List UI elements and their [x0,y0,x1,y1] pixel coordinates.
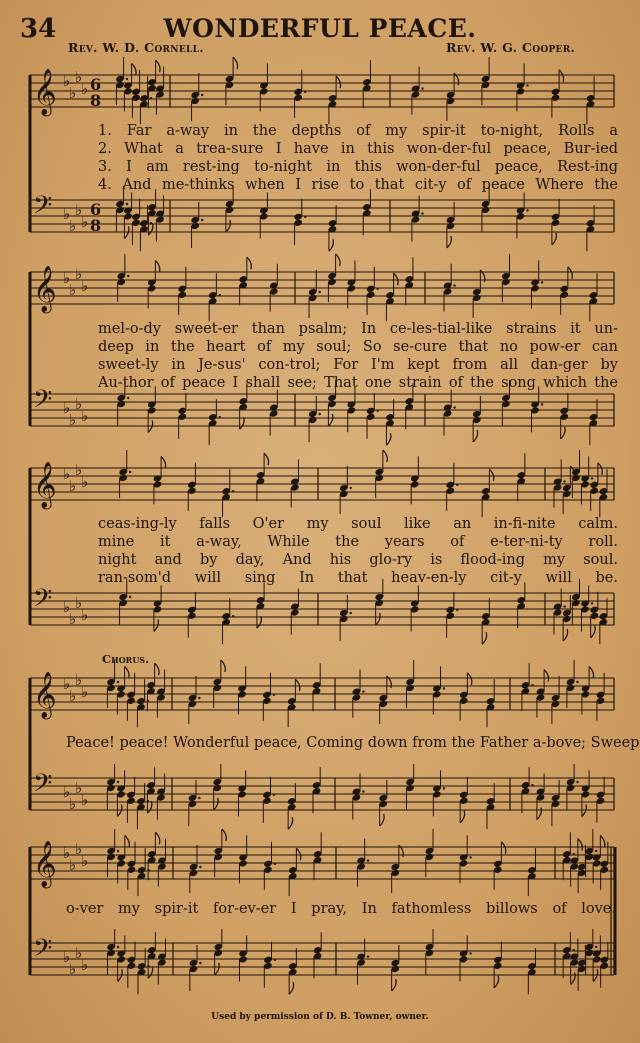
flat-icon: ♭ [81,407,89,425]
verse-lyrics-system-1 [98,122,618,194]
note-flag [147,801,152,813]
bass-clef-icon: 𝄢 [33,584,53,619]
note-flag [571,973,576,985]
note-dot [421,212,423,214]
flat-icon: ♭ [69,281,77,299]
treble-clef-icon: 𝄞 [33,462,57,508]
note-dot [576,781,578,783]
flat-icon: ♭ [63,399,71,417]
note-flag [226,220,231,232]
note-dot [201,219,203,221]
note-flag [221,660,226,672]
note-flag [328,414,333,426]
note-flag [589,666,594,678]
note-dot [150,222,152,224]
note-dot [595,946,597,948]
note-flag [386,433,391,445]
note-dot [563,480,565,482]
note-dot [318,413,320,415]
note-flag [289,982,294,994]
note-dot [541,281,543,283]
note-flag [155,260,160,272]
note-flag [295,679,300,691]
bass-clef-icon: 𝄢 [33,934,53,969]
note-flag [501,842,506,854]
hymn-title: WONDERFUL PEACE. [163,14,477,43]
chorus-lyrics-line-2: o-ver my spir-it for-ev-er I pray, In fathomless billows of love. [66,901,616,917]
note-dot [362,690,364,692]
flat-icon: ♭ [81,683,89,701]
bass-clef-icon: 𝄢 [33,769,53,804]
flat-icon: ♭ [69,84,77,102]
note-dot [199,866,201,868]
flat-icon: ♭ [81,606,89,624]
note-dot [469,856,471,858]
note-dot [304,91,306,93]
flat-icon: ♭ [75,840,83,858]
note-dot [541,403,543,405]
note-dot [127,397,129,399]
note-flag [148,223,153,235]
flat-icon: ♭ [75,944,83,962]
flat-icon: ♭ [63,844,71,862]
note-flag [148,966,153,978]
flat-icon: ♭ [81,80,89,98]
note-flag [125,666,130,678]
page-number: 34 [20,14,57,44]
note-flag [568,267,573,279]
flat-icon: ♭ [63,465,71,483]
note-dot [573,853,575,855]
flat-icon: ♭ [75,461,83,479]
flat-icon: ♭ [81,956,89,974]
note-dot [362,790,364,792]
note-flag [214,798,219,810]
permission-footer: Used by permission of D. B. Towner, owner. [211,1012,429,1022]
note-dot [117,850,119,852]
note-dot [421,87,423,89]
note-flag [591,626,596,638]
note-flag [482,632,487,644]
note-flag [156,60,161,72]
note-flag [257,616,262,628]
note-dot [367,955,369,957]
note-flag [288,817,293,829]
note-dot [531,684,533,686]
note-flag [222,829,227,841]
note-flag [161,456,166,468]
verse-4-line: ran-som'd will sing In that heav-en-ly cit-y will be. [98,570,618,586]
flat-icon: ♭ [81,791,89,809]
note-dot [129,471,131,473]
note-dot [150,97,152,99]
flat-icon: ♭ [75,265,83,283]
treble-clef-icon: 𝄞 [33,266,57,312]
composer-credit: Rev. W. G. Cooper. [446,40,576,55]
note-dot [304,216,306,218]
note-dot [453,284,455,286]
note-dot [198,797,200,799]
note-dot [232,615,234,617]
treble-clef-icon: 𝄞 [33,69,57,115]
note-flag [383,450,388,462]
flat-icon: ♭ [81,213,89,231]
chorus-lyrics-line-1: Peace! peace! Wonderful peace, Coming down from the Father a-bove; Sweep [66,735,640,751]
flat-icon: ♭ [63,783,71,801]
note-dot [126,203,128,205]
note-dot [376,410,378,412]
note-dot [526,209,528,211]
flat-icon: ♭ [63,269,71,287]
note-dot [273,794,275,796]
note-dot [591,602,593,604]
flat-icon: ♭ [69,856,77,874]
flat-icon: ♭ [63,72,71,90]
note-dot [469,952,471,954]
note-dot [453,406,455,408]
note-flag [544,670,549,682]
note-dot [219,294,221,296]
note-dot [531,784,533,786]
time-sig-top: 6 [90,200,102,219]
note-flag [460,811,465,823]
note-dot [573,949,575,951]
note-dot [595,850,597,852]
verse-3-line: night and by day, And his glo-ry is flood-ing my soul. [98,552,618,568]
note-flag [264,453,269,465]
note-flag [563,629,568,641]
flat-icon: ♭ [75,671,83,689]
note-flag [447,236,452,248]
note-dot [456,484,458,486]
note-flag [336,76,341,88]
flat-icon: ♭ [69,217,77,235]
note-dot [350,487,352,489]
bass-clef-icon: 𝄢 [33,385,53,420]
chorus-label: Chorus. [102,652,150,666]
treble-clef-icon: 𝄞 [33,841,57,887]
note-dot [199,962,201,964]
note-flag [240,417,245,429]
note-flag [380,814,385,826]
note-dot [129,596,131,598]
flat-icon: ♭ [69,477,77,495]
note-flag [125,835,130,847]
verse-4-line: 4. And me-thinks when I rise to that cit-y of peace Where the [98,177,618,193]
verse-4-line: Au-thor of peace I shall see; That one strain of the song which the [98,375,618,391]
verse-1-line: mel-o-dy sweet-er than psalm; In ce-les-tial-like strains it un- [98,321,618,337]
flat-icon: ♭ [69,795,77,813]
note-dot [376,288,378,290]
note-flag [132,63,137,75]
verse-2-line: mine it a-way, While the years of e-ter-ni-ty roll. [98,534,618,550]
note-flag [561,427,566,439]
flat-icon: ♭ [75,395,83,413]
flat-icon: ♭ [63,205,71,223]
note-flag [598,463,603,475]
note-flag [394,273,399,285]
note-dot [443,787,445,789]
note-flag [247,257,252,269]
flat-icon: ♭ [69,610,77,628]
note-dot [443,687,445,689]
verse-3-line: sweet-ly in Je-sus' con-trol; For I'm kept from all dan-ger by [98,357,618,373]
time-sig-top: 6 [90,75,102,94]
flat-icon: ♭ [75,201,83,219]
note-dot [219,416,221,418]
time-sig-bottom: 8 [90,216,102,235]
note-dot [117,681,119,683]
note-dot [591,477,593,479]
note-flag [467,673,472,685]
note-dot [367,859,369,861]
note-flag [578,839,583,851]
lyricist-credit: Rev. W. D. Cornell. [68,40,204,55]
note-dot [117,781,119,783]
verse-lyrics-system-2 [98,320,618,392]
note-flag [215,963,220,975]
note-dot [456,609,458,611]
note-dot [273,694,275,696]
note-flag [392,979,397,991]
note-dot [126,78,128,80]
note-dot [563,605,565,607]
note-dot [127,275,129,277]
note-dot [274,863,276,865]
note-flag [537,808,542,820]
verse-2-line: 2. What a trea-sure I have in this won-der-ful peace, Bur-ied [98,141,618,157]
note-flag [155,663,160,675]
note-dot [232,490,234,492]
bass-clef-icon: 𝄢 [33,191,53,226]
note-dot [526,84,528,86]
flat-icon: ♭ [75,779,83,797]
flat-icon: ♭ [75,594,83,612]
note-flag [489,469,494,481]
flat-icon: ♭ [81,852,89,870]
flat-icon: ♭ [63,675,71,693]
note-dot [198,697,200,699]
verse-1-line: ceas-ing-ly falls O'er my soul like an in-fi-nite calm. [98,516,618,532]
note-dot [350,612,352,614]
flat-icon: ♭ [81,277,89,295]
verse-3-line: 3. I am rest-ing to-night in this won-der-ful peace, Rest-ing [98,159,618,175]
note-flag [155,832,160,844]
flat-icon: ♭ [63,598,71,616]
note-flag [559,70,564,82]
note-dot [576,681,578,683]
treble-clef-icon: 𝄞 [33,672,57,718]
note-dot [117,946,119,948]
note-flag [600,835,605,847]
note-dot [318,291,320,293]
note-flag [233,57,238,69]
verse-lyrics-system-3 [98,515,618,587]
flat-icon: ♭ [63,948,71,966]
flat-icon: ♭ [69,960,77,978]
note-dot [274,959,276,961]
note-flag [296,848,301,860]
flat-icon: ♭ [69,411,77,429]
note-dot [201,94,203,96]
verse-1-line: 1. Far a-way in the depths of my spir-it to-night, Rolls a [98,123,618,139]
flat-icon: ♭ [81,473,89,491]
note-flag [329,239,334,251]
note-flag [473,430,478,442]
note-flag [336,254,341,266]
verse-2-line: deep in the heart of my soul; So se-cure that no pow-er can [98,339,618,355]
note-flag [376,613,381,625]
flat-icon: ♭ [69,687,77,705]
flat-icon: ♭ [75,68,83,86]
note-flag [552,233,557,245]
time-sig-bottom: 8 [90,91,102,110]
note-flag [494,976,499,988]
